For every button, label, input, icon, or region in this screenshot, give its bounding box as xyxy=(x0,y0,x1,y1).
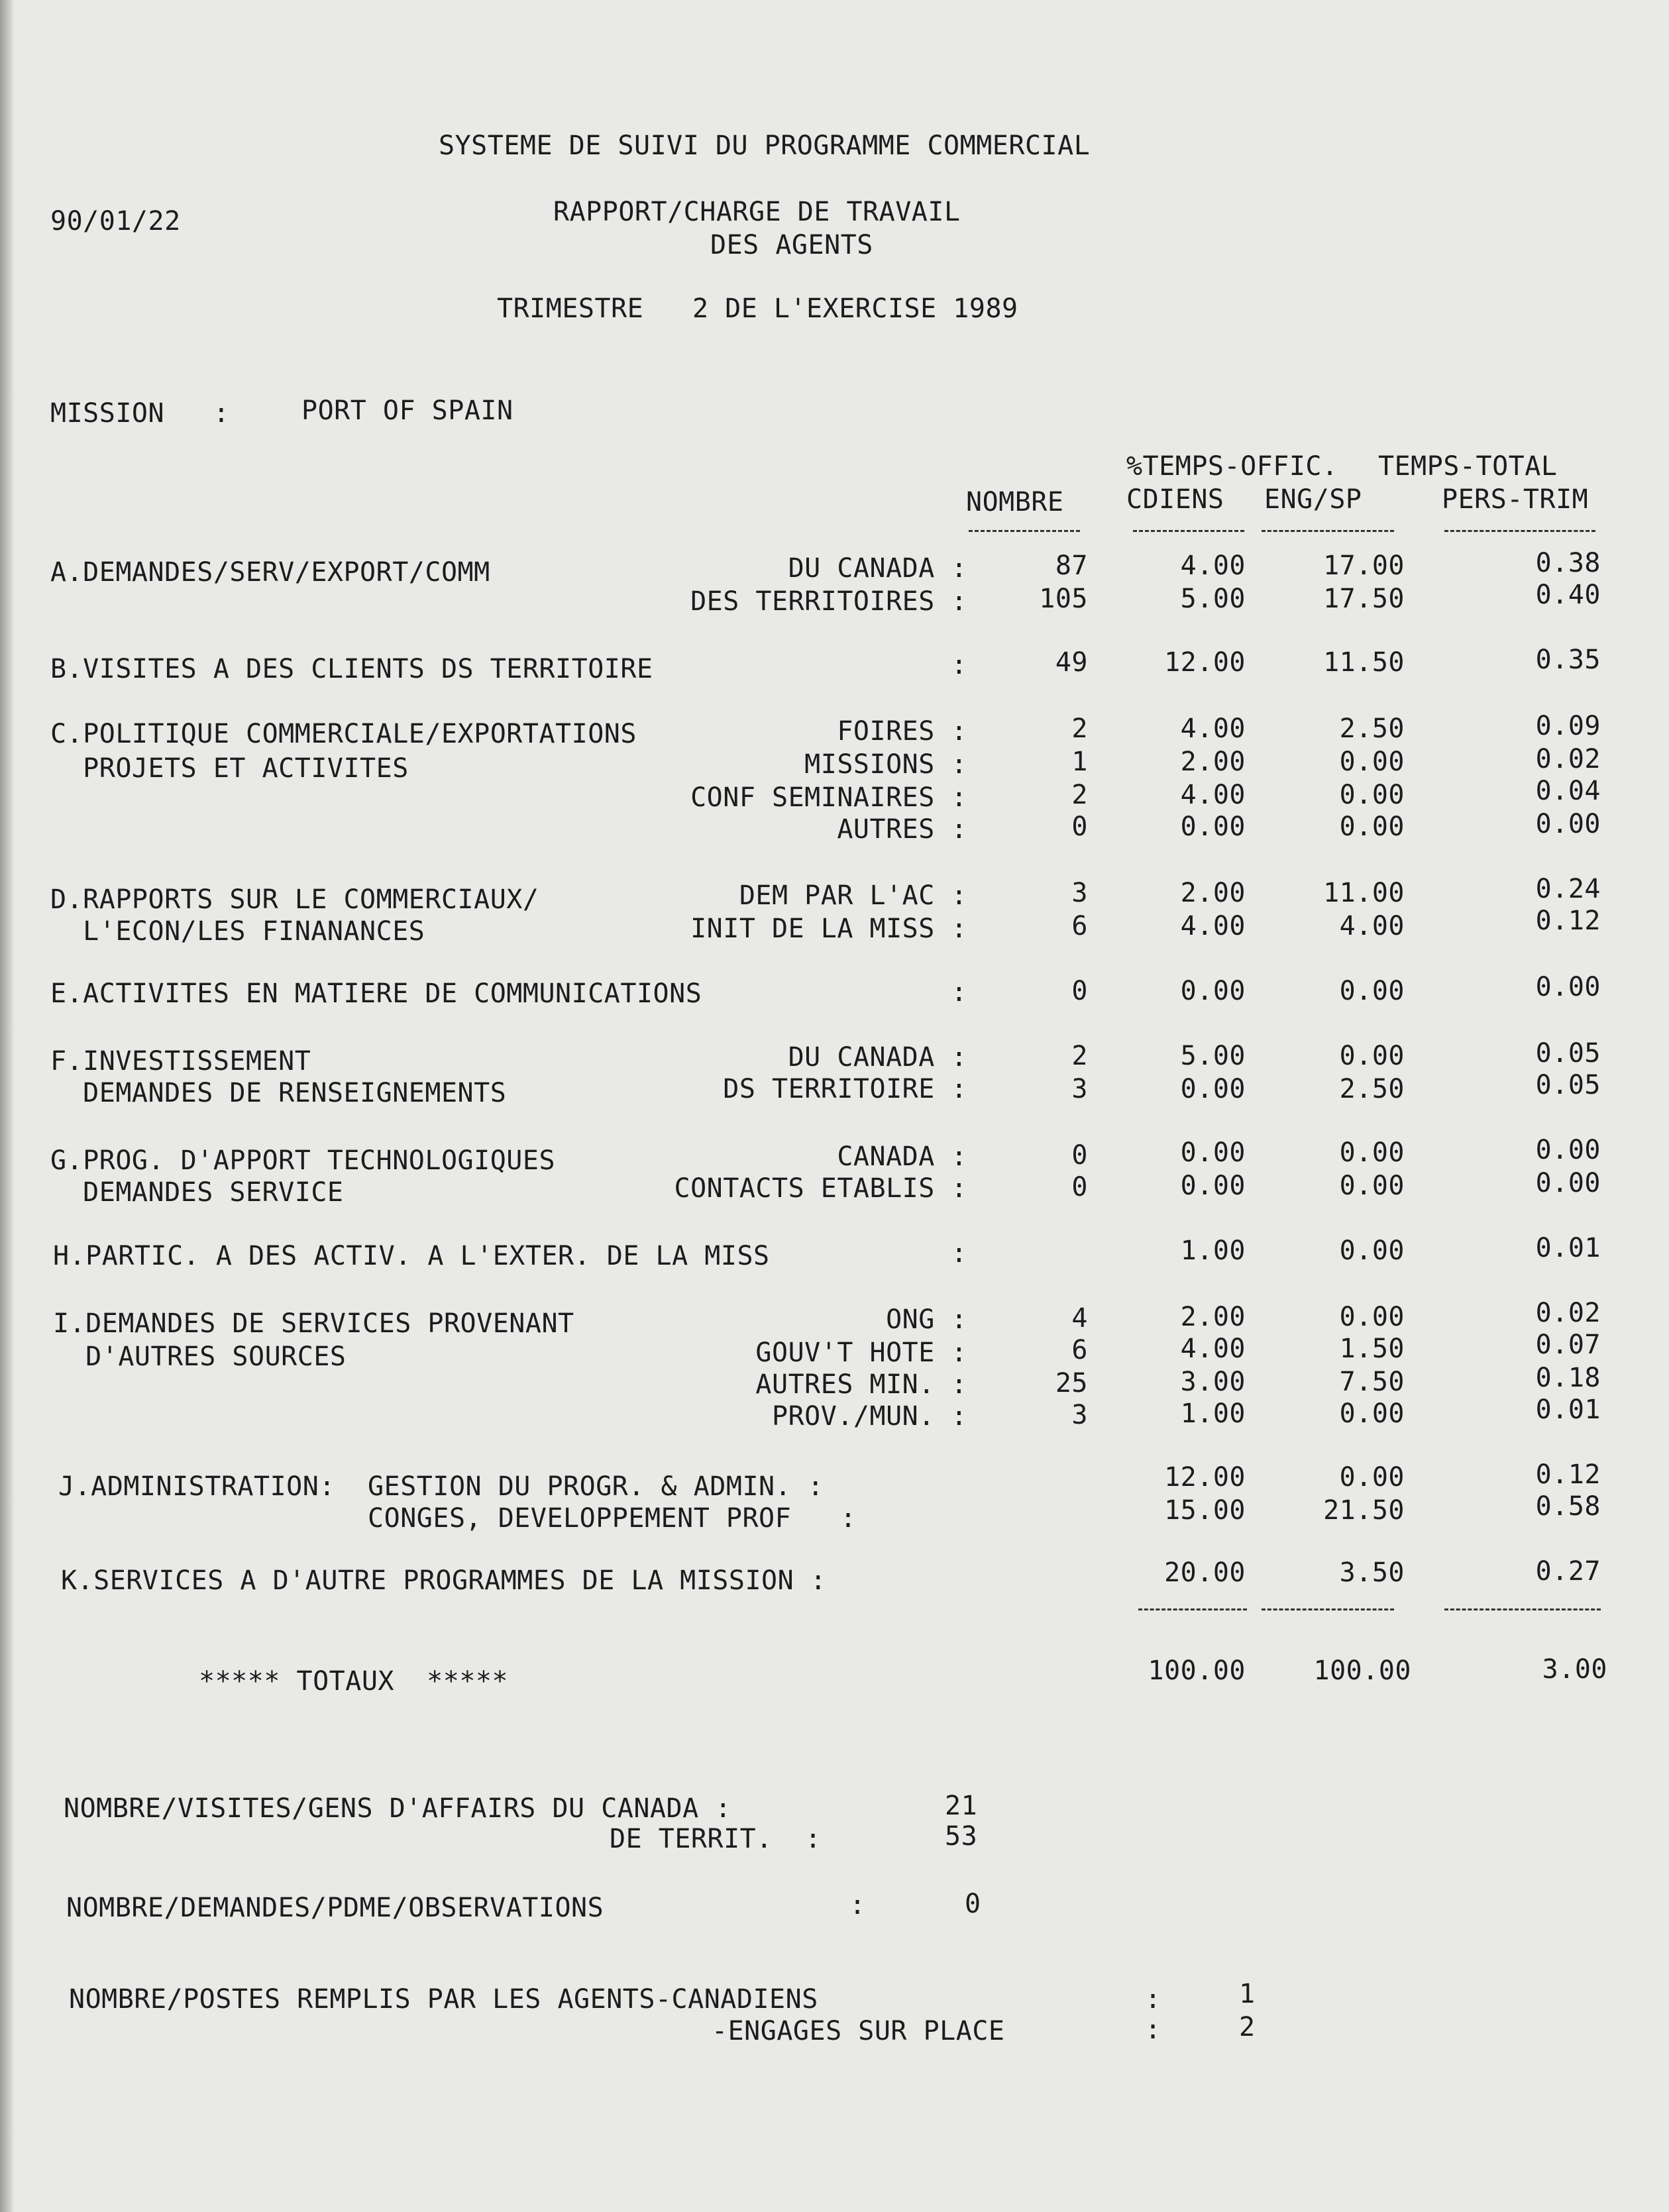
totals-cdiens: 100.00 xyxy=(1148,1656,1246,1686)
row-nombre: 2 xyxy=(1071,713,1088,744)
postes-local-colon: : xyxy=(1145,2015,1161,2045)
postes-canadiens-value: 1 xyxy=(1239,1979,1256,2009)
pdme-colon: : xyxy=(849,1890,866,1921)
row-label: I.DEMANDES DE SERVICES PROVENANT xyxy=(53,1308,574,1339)
mission-value: PORT OF SPAIN xyxy=(301,395,513,426)
row-cdiens: 0.00 xyxy=(1180,976,1246,1006)
postes-canadiens-colon: : xyxy=(1145,1984,1161,2015)
row-nombre: 49 xyxy=(1055,647,1088,678)
row-perstrim: 0.01 xyxy=(1535,1395,1601,1425)
row-cdiens: 1.00 xyxy=(1180,1236,1246,1266)
row-perstrim: 0.12 xyxy=(1535,1459,1601,1490)
row-cdiens: 0.00 xyxy=(1180,1137,1246,1168)
report-period: TRIMESTRE 2 DE L'EXERCISE 1989 xyxy=(497,293,1018,324)
row-label: K.SERVICES A D'AUTRE PROGRAMMES DE LA MISSION : xyxy=(61,1565,827,1596)
row-nombre: 3 xyxy=(1071,1074,1088,1104)
row-sublabel: MISSIONS : xyxy=(804,749,967,780)
row-engsp: 0.00 xyxy=(1339,812,1405,842)
row-perstrim: 0.35 xyxy=(1535,645,1601,675)
row-sublabel: GOUV'T HOTE : xyxy=(755,1338,967,1368)
row-engsp: 0.00 xyxy=(1339,1137,1405,1168)
row-sublabel: FOIRES : xyxy=(837,716,967,747)
row-engsp: 0.00 xyxy=(1339,1236,1405,1266)
row-perstrim: 0.02 xyxy=(1535,744,1601,774)
postes-local-label: -ENGAGES SUR PLACE xyxy=(712,2016,1005,2046)
row-perstrim: 0.00 xyxy=(1535,809,1601,839)
visits-canada-label: NOMBRE/VISITES/GENS D'AFFAIRS DU CANADA : xyxy=(64,1793,731,1824)
row-sublabel: CONTACTS ETABLIS : xyxy=(674,1173,967,1204)
totals-divider xyxy=(1262,1608,1394,1610)
row-label: H.PARTIC. A DES ACTIV. A L'EXTER. DE LA MISS xyxy=(53,1241,770,1271)
visits-territ-value: 53 xyxy=(945,1821,978,1852)
postes-canadiens-label: NOMBRE/POSTES REMPLIS PAR LES AGENTS-CANADIENS xyxy=(69,1984,818,2015)
row-cdiens: 0.00 xyxy=(1180,1074,1246,1104)
row-nombre: 87 xyxy=(1055,551,1088,581)
row-engsp: 0.00 xyxy=(1339,1302,1405,1332)
row-sublabel: DU CANADA : xyxy=(788,553,967,584)
row-cdiens: 3.00 xyxy=(1180,1367,1246,1397)
row-perstrim: 0.12 xyxy=(1535,906,1601,936)
row-cdiens: 4.00 xyxy=(1180,780,1246,810)
row-perstrim: 0.05 xyxy=(1535,1070,1601,1100)
row-sublabel: AUTRES MIN. : xyxy=(755,1369,967,1400)
row-sublabel: DEM PAR L'AC : xyxy=(739,880,967,911)
row-engsp: 0.00 xyxy=(1339,747,1405,777)
row-cdiens: 0.00 xyxy=(1180,812,1246,842)
row-label: F.INVESTISSEMENT xyxy=(50,1046,311,1077)
row-engsp: 0.00 xyxy=(1339,1171,1405,1201)
row-engsp: 17.50 xyxy=(1323,584,1405,614)
row-cdiens: 12.00 xyxy=(1164,647,1246,678)
column-divider xyxy=(1133,530,1244,532)
column-divider xyxy=(1262,530,1394,532)
column-divider xyxy=(1444,530,1595,532)
row-perstrim: 0.27 xyxy=(1535,1556,1601,1587)
row-perstrim: 0.02 xyxy=(1535,1298,1601,1328)
row-nombre: 105 xyxy=(1039,584,1088,614)
row-nombre: 0 xyxy=(1071,1140,1088,1171)
row-label: B.VISITES A DES CLIENTS DS TERRITOIRE xyxy=(50,654,653,684)
row-engsp: 4.00 xyxy=(1339,911,1405,941)
column-header-temps-total: TEMPS-TOTAL xyxy=(1378,451,1558,482)
totals-perstrim: 3.00 xyxy=(1542,1654,1607,1685)
pdme-value: 0 xyxy=(965,1889,981,1919)
row-engsp: 0.00 xyxy=(1339,1398,1405,1429)
row-perstrim: 0.04 xyxy=(1535,776,1601,806)
row-perstrim: 0.18 xyxy=(1535,1363,1601,1393)
row-label: E.ACTIVITES EN MATIERE DE COMMUNICATIONS xyxy=(50,978,702,1009)
row-sublabel: : xyxy=(951,1238,967,1269)
row-cdiens: 1.00 xyxy=(1180,1398,1246,1429)
row-label: PROJETS ET ACTIVITES xyxy=(50,753,409,784)
column-header-perstrim: PERS-TRIM xyxy=(1442,484,1589,515)
row-sublabel: CANADA : xyxy=(837,1141,967,1172)
row-label: L'ECON/LES FINANANCES xyxy=(50,916,425,947)
postes-local-value: 2 xyxy=(1239,2012,1256,2042)
row-cdiens: 4.00 xyxy=(1180,713,1246,744)
row-perstrim: 0.40 xyxy=(1535,580,1601,610)
row-engsp: 0.00 xyxy=(1339,976,1405,1006)
row-cdiens: 5.00 xyxy=(1180,584,1246,614)
row-perstrim: 0.00 xyxy=(1535,1135,1601,1165)
column-header-engsp: ENG/SP xyxy=(1264,484,1362,515)
row-perstrim: 0.00 xyxy=(1535,972,1601,1002)
row-nombre: 3 xyxy=(1071,1400,1088,1430)
row-nombre: 2 xyxy=(1071,780,1088,810)
row-nombre: 0 xyxy=(1071,812,1088,842)
row-perstrim: 0.01 xyxy=(1535,1233,1601,1263)
totals-divider xyxy=(1138,1608,1247,1610)
row-nombre: 3 xyxy=(1071,878,1088,908)
row-engsp: 1.50 xyxy=(1339,1334,1405,1364)
row-sublabel: DES TERRITOIRES : xyxy=(690,586,967,617)
row-sublabel: INIT DE LA MISS : xyxy=(690,914,967,944)
visits-canada-value: 21 xyxy=(945,1791,978,1821)
row-perstrim: 0.58 xyxy=(1535,1491,1601,1522)
pdme-label: NOMBRE/DEMANDES/PDME/OBSERVATIONS xyxy=(66,1893,604,1923)
column-header-cdiens: CDIENS xyxy=(1126,484,1224,515)
report-date: 90/01/22 xyxy=(50,206,181,237)
system-title: SYSTEME DE SUIVI DU PROGRAMME COMMERCIAL xyxy=(439,131,1091,161)
row-nombre: 1 xyxy=(1071,747,1088,777)
report-title-line-1: RAPPORT/CHARGE DE TRAVAIL xyxy=(553,197,961,227)
row-cdiens: 2.00 xyxy=(1180,878,1246,908)
row-nombre: 0 xyxy=(1071,1172,1088,1202)
row-label: DEMANDES SERVICE xyxy=(50,1177,344,1208)
row-engsp: 11.00 xyxy=(1323,878,1405,908)
column-divider xyxy=(969,530,1080,532)
row-perstrim: 0.00 xyxy=(1535,1168,1601,1198)
row-sublabel: PROV./MUN. : xyxy=(772,1401,967,1432)
row-cdiens: 4.00 xyxy=(1180,551,1246,581)
row-nombre: 25 xyxy=(1055,1368,1088,1398)
row-label: C.POLITIQUE COMMERCIALE/EXPORTATIONS xyxy=(50,719,637,749)
row-engsp: 17.00 xyxy=(1323,551,1405,581)
row-sublabel: : xyxy=(951,650,967,680)
row-cdiens: 4.00 xyxy=(1180,1334,1246,1364)
row-perstrim: 0.38 xyxy=(1535,548,1601,578)
row-sublabel: AUTRES : xyxy=(837,814,967,845)
row-sublabel: : xyxy=(951,977,967,1008)
row-nombre: 0 xyxy=(1071,976,1088,1006)
row-engsp: 3.50 xyxy=(1339,1557,1405,1588)
row-label: D.RAPPORTS SUR LE COMMERCIAUX/ xyxy=(50,884,539,915)
totals-label: ***** TOTAUX ***** xyxy=(199,1666,509,1697)
row-cdiens: 12.00 xyxy=(1164,1462,1246,1493)
row-nombre: 6 xyxy=(1071,911,1088,941)
row-cdiens: 20.00 xyxy=(1164,1557,1246,1588)
row-nombre: 6 xyxy=(1071,1335,1088,1365)
row-engsp: 2.50 xyxy=(1339,1074,1405,1104)
row-cdiens: 4.00 xyxy=(1180,911,1246,941)
report-title-line-2: DES AGENTS xyxy=(710,230,873,260)
row-label: G.PROG. D'APPORT TECHNOLOGIQUES xyxy=(50,1145,556,1176)
row-cdiens: 2.00 xyxy=(1180,1302,1246,1332)
row-sublabel: DS TERRITOIRE : xyxy=(723,1074,967,1104)
row-sublabel: CONF SEMINAIRES : xyxy=(690,782,967,813)
row-engsp: 0.00 xyxy=(1339,1462,1405,1493)
row-sublabel: ONG : xyxy=(886,1304,967,1335)
row-engsp: 0.00 xyxy=(1339,1041,1405,1071)
row-nombre: 4 xyxy=(1071,1303,1088,1334)
row-sublabel: DU CANADA : xyxy=(788,1042,967,1073)
column-header-nombre: NOMBRE xyxy=(966,487,1064,517)
row-cdiens: 2.00 xyxy=(1180,747,1246,777)
row-label: D'AUTRES SOURCES xyxy=(53,1342,347,1372)
row-perstrim: 0.09 xyxy=(1535,711,1601,741)
row-nombre: 2 xyxy=(1071,1041,1088,1071)
row-perstrim: 0.07 xyxy=(1535,1330,1601,1360)
row-engsp: 7.50 xyxy=(1339,1367,1405,1397)
column-header-pct-temps: %TEMPS-OFFIC. xyxy=(1126,451,1338,482)
totals-engsp: 100.00 xyxy=(1313,1656,1411,1686)
mission-label: MISSION : xyxy=(50,398,230,429)
row-label: DEMANDES DE RENSEIGNEMENTS xyxy=(50,1078,507,1108)
row-cdiens: 5.00 xyxy=(1180,1041,1246,1071)
row-engsp: 11.50 xyxy=(1323,647,1405,678)
row-engsp: 0.00 xyxy=(1339,780,1405,810)
row-cdiens: 0.00 xyxy=(1180,1171,1246,1201)
row-engsp: 21.50 xyxy=(1323,1495,1405,1526)
row-label: CONGES, DEVELOPPEMENT PROF : xyxy=(58,1503,857,1534)
row-engsp: 2.50 xyxy=(1339,713,1405,744)
row-cdiens: 15.00 xyxy=(1164,1495,1246,1526)
visits-territ-label: DE TERRIT. : xyxy=(610,1824,822,1854)
totals-divider xyxy=(1444,1608,1601,1610)
page-edge-shadow xyxy=(0,0,15,2212)
row-perstrim: 0.05 xyxy=(1535,1038,1601,1069)
row-label: A.DEMANDES/SERV/EXPORT/COMM xyxy=(50,557,490,588)
row-perstrim: 0.24 xyxy=(1535,874,1601,904)
row-label: J.ADMINISTRATION: GESTION DU PROGR. & ADMIN. : xyxy=(58,1471,824,1502)
